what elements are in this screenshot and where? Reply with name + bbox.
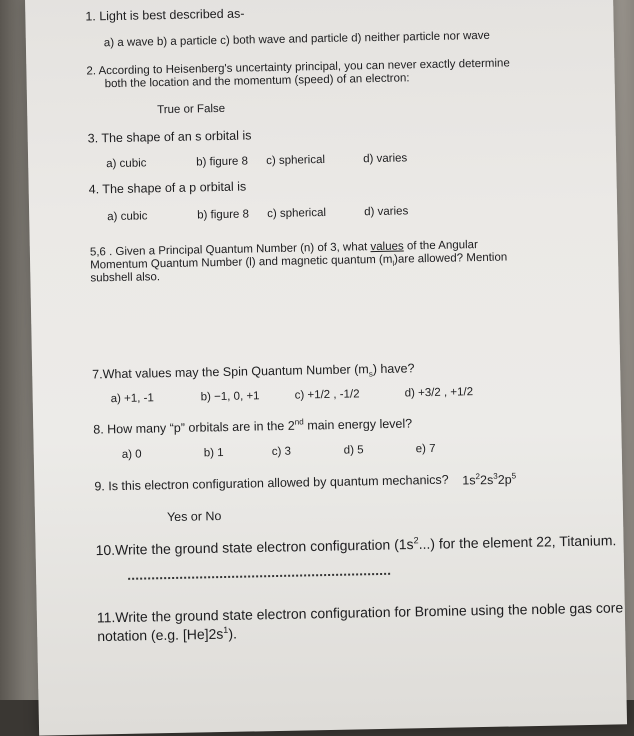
question-2-options: True or False [157, 102, 226, 117]
question-3-option-c: c) spherical [266, 153, 326, 168]
question-7-option-c: c) +1/2 , -1/2 [294, 388, 360, 402]
config-1s-superscript: 2 [475, 472, 481, 482]
worksheet-paper [25, 0, 627, 736]
question-4-option-b: b) figure 8 [197, 208, 250, 222]
question-11-text-end: ). [228, 625, 238, 642]
question-11-superscript: 1 [223, 624, 229, 636]
question-7-option-b: b) −1, 0, +1 [200, 390, 260, 404]
question-3-option-a: a) cubic [106, 157, 147, 171]
question-3-option-b: b) figure 8 [196, 155, 249, 169]
question-8-option-e: e) 7 [415, 442, 436, 456]
config-1s: 1s [462, 473, 476, 488]
question-9: 9. Is this electron configuration allowed by quantum mechanics? [94, 472, 449, 494]
question-8-option-a: a) 0 [121, 448, 142, 461]
question-1-options: a) a wave b) a particle c) both wave and particle d) neither particle nor wave [103, 29, 491, 50]
question-8-text: 8. How many “p” orbitals are in the 2 [93, 418, 295, 437]
config-2p: 2p [497, 472, 512, 487]
question-4-option-c: c) spherical [267, 206, 327, 221]
question-5-6-text: 5,6 . Given a Principal Quantum Number (n) of 3, what [89, 241, 371, 259]
question-7-option-a: a) +1, -1 [110, 392, 154, 406]
question-2-line-2: both the location and the momentum (speed) of an electron: [104, 72, 410, 91]
question-8 [93, 416, 412, 436]
question-11-line-1: 11.Write the ground state electron configuration for Bromine using the noble gas core [96, 599, 624, 626]
question-1: 1. Light is best described as- [85, 6, 245, 24]
question-8-text-end: main energy level? [303, 416, 413, 433]
question-5-6-line-3: subshell also. [90, 271, 161, 285]
question-9-configuration [462, 472, 516, 487]
config-2s: 2s [479, 472, 494, 488]
question-4-option-d: d) varies [364, 205, 409, 219]
question-4: 4. The shape of a p orbital is [88, 179, 247, 197]
question-10 [95, 532, 616, 557]
question-8-superscript: nd [294, 417, 304, 427]
question-5-6-line-2-text: Momentum Quantum Number (l) and magnetic quantum (m [90, 253, 393, 272]
question-10-text-end: ...) for the element 22, Titanium. [418, 532, 617, 552]
question-5-6-subscript: l [392, 258, 395, 269]
question-7 [92, 362, 415, 384]
question-2-line-1: 2. According to Heisenberg's uncertainty principal, you can never exactly determine [86, 57, 510, 78]
question-10-superscript: 2 [413, 535, 419, 546]
question-8-option-c: c) 3 [271, 445, 292, 459]
question-4-option-a: a) cubic [107, 210, 148, 224]
config-2s-superscript: 3 [493, 471, 498, 481]
question-8-option-b: b) 1 [203, 446, 224, 460]
question-10-text: 10.Write the ground state electron configuration (1s [95, 536, 414, 559]
question-3-option-d: d) varies [363, 152, 408, 166]
question-7-text: 7.What values may the Spin Quantum Number (m [92, 362, 369, 382]
config-2p-superscript: 5 [511, 471, 517, 481]
question-7-subscript: s [368, 369, 373, 379]
question-5-6-line-2-end: )are allowed? Mention [393, 251, 508, 266]
question-9-options: Yes or No [166, 509, 222, 525]
question-7-option-d: d) +3/2 , +1/2 [404, 386, 474, 400]
question-8-option-d: d) 5 [343, 444, 364, 457]
question-11-line-2 [97, 626, 237, 643]
answer-line [128, 573, 390, 580]
question-3: 3. The shape of an s orbital is [87, 128, 252, 146]
question-7-text-end: ) have? [372, 361, 415, 377]
question-11-text: notation (e.g. [He]2s [97, 625, 224, 645]
question-5-6-text-end: of the Angular [403, 239, 478, 253]
question-5-6-underlined: values [370, 240, 404, 254]
